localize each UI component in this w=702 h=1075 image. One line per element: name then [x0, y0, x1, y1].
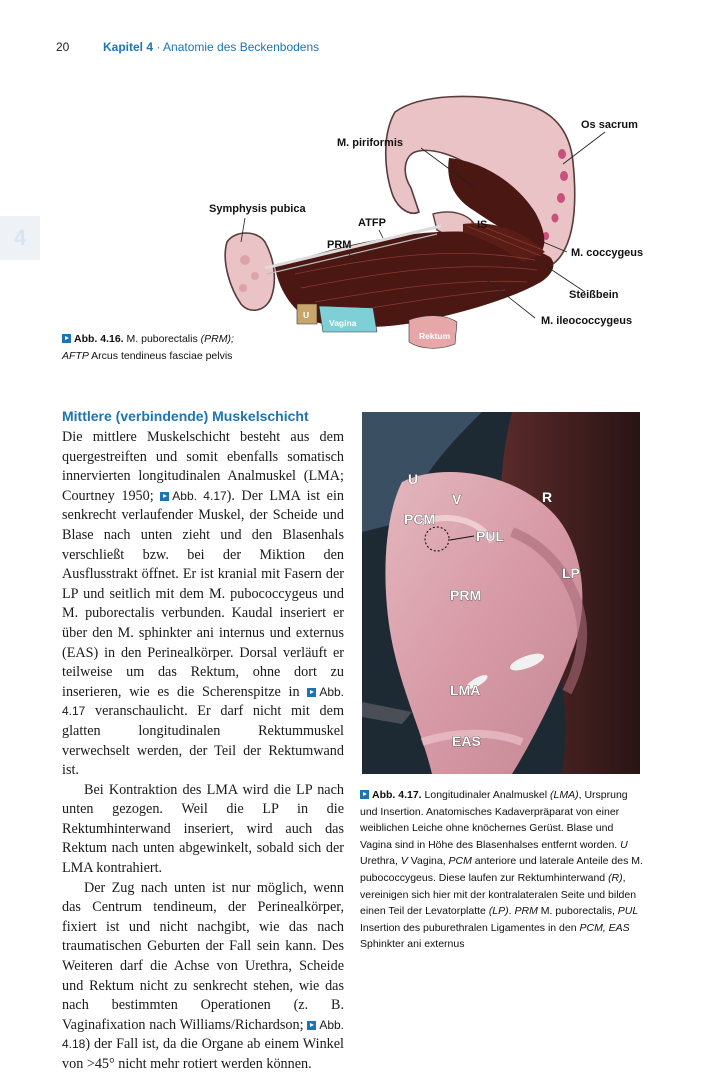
caption-ref: Abb. 4.16.	[74, 333, 124, 345]
caption-italic: (LP)	[488, 905, 509, 918]
caption-text: Sphinkter ani externus	[360, 938, 465, 951]
photo-label-eas: EAS	[452, 733, 481, 749]
text-run: Die mittlere Muskelschicht besteht aus dem quergestreiften und somit ebenfalls somatisch innervierten longitudinalen Analmuskel (LMA; Courtney 1950;	[62, 429, 344, 504]
paragraph: Bei Kontraktion des LMA wird die LP nach unten gezogen. Weil die LP in die Rektumhinterwand inseriert, wird auch das Rektum nach unten abgewinkelt, sobald sich der LMA kontrahiert.	[62, 781, 344, 877]
label-is: IS	[477, 219, 488, 231]
figure-reference-marker-icon	[360, 790, 369, 799]
figure-reference-marker-icon	[62, 334, 71, 343]
section-heading: Mittlere (verbindende) Muskelschicht	[62, 408, 309, 424]
caption-italic: (PRM);	[200, 333, 234, 345]
caption-ref: Abb. 4.17.	[372, 789, 422, 801]
caption-figure-4-16	[62, 331, 242, 364]
text-run: ) der Fall ist, da die Organe ab einem Winkel von >45° nicht mehr rotiert werden können.	[62, 1036, 344, 1072]
chapter-tab-number: 4	[13, 225, 27, 250]
caption-italic: PCM	[448, 855, 472, 868]
figure-reference-marker-icon	[307, 688, 316, 697]
caption-text: , vereinigen sich hier mit der kontralateralen Seite und bilden einen Teil der Levatorplatte	[360, 871, 637, 918]
label-u: U	[303, 310, 310, 320]
caption-text: , Ursprung und Insertion. Anatomisches Kadaverpräparat von einer weiblichen Leiche ohne knöchernes Gerüst. Blase und Vagina sind in Höhe des Blasenhalses entfernt worden.	[360, 789, 628, 851]
label-m-ileococcygeus: M. ileococcygeus	[541, 315, 633, 327]
text-run: Der Zug nach unten ist nur möglich, wenn das Centrum tendineum, der Perinealkörper, fixiert ist und nicht nachgibt, wie das nach traumatischen Geburten der Fall sein kann. Des Weiteren darf die Achse von Urethra, Scheide und Rektum nicht zu senkrecht stehen, wie das nach bestimmten Operationen (z. B. Vaginafixation nach Williams/Richardson;	[62, 879, 344, 1033]
photo-label-v: V	[452, 491, 462, 507]
label-m-piriformis: M. piriformis	[337, 137, 404, 149]
caption-figure-4-17	[360, 787, 645, 953]
photo-label-u: U	[408, 471, 419, 487]
label-os-sacrum: Os sacrum	[581, 119, 638, 131]
caption-italic: U	[620, 838, 628, 851]
label-vagina: Vagina	[329, 318, 357, 328]
body-text	[62, 428, 344, 1075]
caption-text: anteriore und laterale Anteile des M. pubococcygeus. Diese laufen zur Rektumhinterwand	[360, 855, 643, 884]
chapter-thumb-tab	[0, 216, 40, 260]
label-prm: PRM	[327, 239, 352, 251]
label-m-coccygeus: M. coccygeus	[571, 247, 644, 259]
text-run: ). Der LMA ist ein senkrecht verlaufender Muskel, der Scheide und Blase nach unten zieht und den Blasenhals verschließt bzw. bei der Miktion den Ausflusstrakt öffnet. Er ist kranial mit Fasern der LP und seitlich mit dem M. pubococcygeus und M. puborectalis verbunden. Kaudal inseriert er über den M. sphinkter ani internus und externus (EAS) in den Perinealkörper. Dorsal verläuft er teilweise um das Rektum, ohne dort zu inserieren, wie es die Scherenspitze in	[62, 487, 344, 700]
caption-text: .	[508, 905, 515, 918]
chapter-title: Anatomie des Beckenbodens	[163, 40, 320, 54]
figure-reference-marker-icon	[307, 1021, 316, 1030]
figure-reference-link[interactable]	[160, 489, 226, 503]
photo-label-pcm: PCM	[404, 511, 436, 527]
caption-text: Insertion des puburethralen Ligamentes in den	[360, 921, 580, 934]
text-run: veranschaulicht. Er darf nicht mit dem glatten longitudinalen Rektummuskel verwechselt werden, der Teil der Rektumwand ist.	[62, 703, 344, 779]
photo-label-r: R	[542, 489, 553, 505]
label-atfp: ATFP	[358, 217, 386, 229]
label-steissbein: Steißbein	[569, 289, 619, 301]
caption-italic: AFTP	[62, 349, 89, 362]
caption-text: Arcus tendineus fasciae pelvis	[88, 349, 233, 362]
caption-text: Vagina,	[407, 855, 449, 868]
symphysis-pubica-shape	[225, 233, 274, 310]
caption-italic: PCM, EAS	[579, 921, 630, 934]
caption-text: Longitudinaler Analmuskel	[421, 789, 551, 801]
ref-label: Abb. 4.17	[172, 488, 227, 503]
paragraph	[62, 428, 344, 781]
photo-label-lp: LP	[562, 565, 580, 581]
caption-italic: V	[400, 855, 408, 868]
page-number: 20	[56, 40, 70, 54]
photo-label-lma: LMA	[450, 682, 481, 698]
caption-italic: PRM	[514, 905, 538, 918]
photo-label-pul: PUL	[476, 528, 504, 544]
header-separator: ·	[153, 40, 164, 54]
ref-label: Abb. 4.17	[62, 684, 344, 719]
figure-4-16-illustration	[205, 92, 655, 352]
figure-4-17-photo	[362, 412, 640, 774]
chapter-label: Kapitel 4	[103, 40, 154, 54]
caption-text: M. puborectalis,	[537, 905, 618, 918]
label-symphysis-pubica: Symphysis pubica	[209, 203, 306, 215]
paragraph	[62, 879, 344, 1075]
photo-label-prm: PRM	[450, 587, 482, 603]
ref-label: Abb. 4.18	[62, 1017, 344, 1052]
caption-text: M. puborectalis	[123, 333, 201, 345]
label-rektum: Rektum	[419, 331, 451, 341]
caption-italic: (LMA)	[550, 789, 579, 801]
figure-reference-marker-icon	[160, 492, 169, 501]
caption-italic: PUL	[617, 905, 639, 918]
running-header	[103, 40, 319, 54]
caption-italic: (R)	[608, 871, 623, 884]
caption-text: Urethra,	[360, 855, 401, 868]
